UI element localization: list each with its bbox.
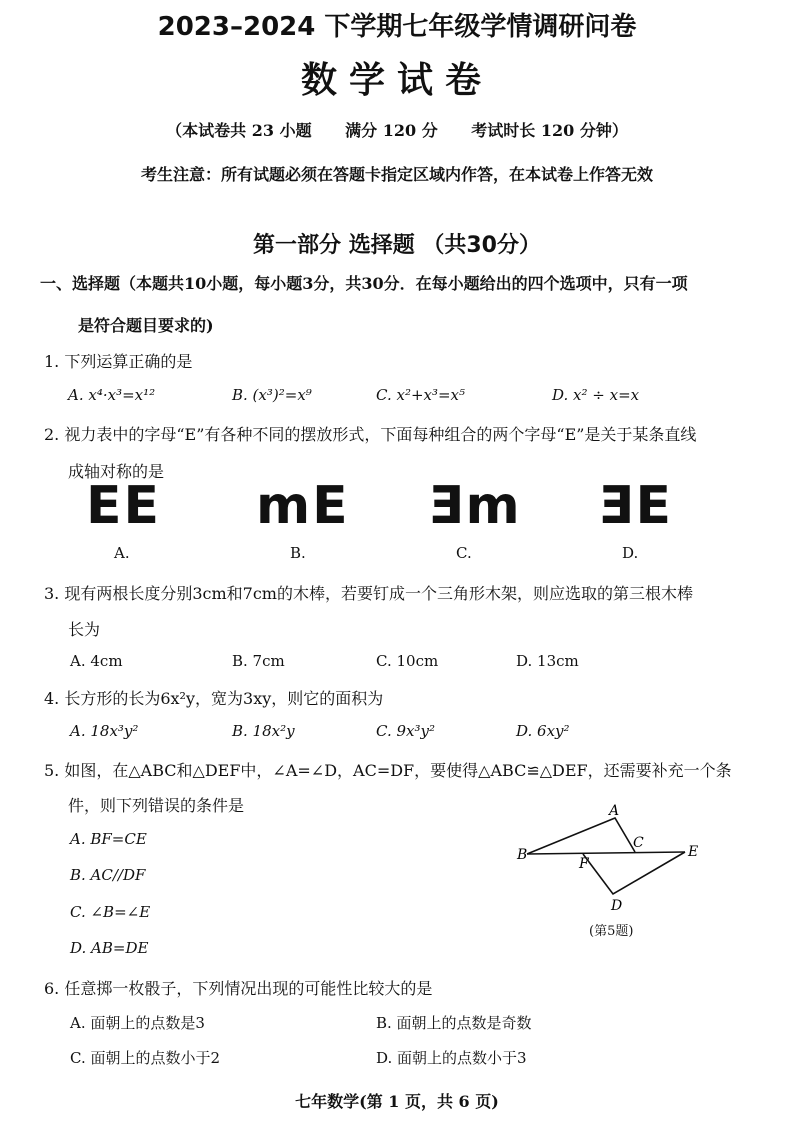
q4-option-a: A. 18x³y² [70, 722, 139, 740]
q4-option-b: B. 18x²y [232, 722, 295, 740]
q5-option-c: C. ∠B=∠E [70, 903, 151, 921]
section-instructions-line2: 是符合题目要求的) [78, 316, 214, 335]
q3-option-d: D. 13cm [516, 652, 579, 670]
part-title: 第一部分 选择题 （共30分） [253, 233, 541, 258]
triangle-def-edges [583, 852, 685, 894]
q1-stem: 1. 下列运算正确的是 [44, 352, 193, 371]
q1-option-d: D. x² ÷ x=x [552, 386, 640, 404]
q2-label-b: B. [290, 544, 306, 562]
q5-option-a: A. BF=CE [70, 830, 147, 848]
q6-option-d: D. 面朝上的点数小于3 [376, 1049, 527, 1067]
q5-option-b: B. AC//DF [70, 866, 146, 884]
q2-label-c: C. [456, 544, 472, 562]
q5-stem-line2: 件，则下列错误的条件是 [68, 796, 245, 815]
q1-option-c: C. x²+x³=x⁵ [376, 386, 466, 404]
figure-label-c: C [633, 835, 644, 851]
q6-option-c: C. 面朝上的点数小于2 [70, 1049, 221, 1067]
figure-label-a: A [609, 803, 620, 819]
figure-label-d: D [611, 898, 623, 914]
q2-stem-line2: 成轴对称的是 [68, 462, 165, 481]
q4-option-d: D. 6xy² [516, 722, 570, 740]
q2-figure-d: ƎE [598, 476, 674, 536]
segment-be [527, 852, 685, 854]
meta-question-count: （本试卷共 23 小题 [166, 121, 312, 140]
q2-figure-b: mE [256, 476, 350, 536]
exam-notice: 考生注意：所有试题必须在答题卡指定区域内作答，在本试卷上作答无效 [140, 165, 653, 184]
q1-option-b: B. (x³)²=x⁹ [232, 386, 312, 404]
exam-meta [0, 118, 794, 141]
q3-stem-line2: 长为 [68, 620, 101, 639]
q6-option-b: B. 面朝上的点数是奇数 [376, 1014, 532, 1032]
q2-stem-line1: 2. 视力表中的字母“E”有各种不同的摆放形式，下面每种组合的两个字母“E”是关于某条直线 [44, 425, 697, 444]
q2-label-a: A. [114, 544, 130, 562]
q6-option-a: A. 面朝上的点数是3 [70, 1014, 205, 1032]
page-footer: 七年数学(第 1 页，共 6 页) [295, 1092, 499, 1111]
q2-figure-a: EE [86, 476, 162, 536]
q3-option-c: C. 10cm [376, 652, 439, 670]
q3-option-a: A. 4cm [70, 652, 123, 670]
triangle-abc-edges [527, 818, 635, 854]
q3-stem-line1: 3. 现有两根长度分别3cm和7cm的木棒，若要钉成一个三角形木架，则应选取的第三根木棒 [44, 584, 693, 603]
figure-label-b: B [517, 847, 528, 863]
q5-stem-line1: 5. 如图，在△ABC和△DEF中，∠A=∠D，AC=DF，要使得△ABC≌△DEF，还需要补充一个条 [44, 761, 732, 780]
figure-label-e: E [688, 844, 699, 860]
q2-figure-c: Ǝm [428, 476, 522, 536]
q1-option-a: A. x⁴·x³=x¹² [68, 386, 156, 404]
meta-full-score: 满分 120 分 [345, 121, 438, 140]
figure-label-f: F [579, 856, 589, 872]
subject-title: 数学试卷 [300, 59, 493, 101]
q5-figure-caption: (第5题) [589, 924, 634, 939]
section-instructions-line1: 一、选择题（本题共10小题，每小题3分，共30分．在每小题给出的四个选项中，只有一项 [40, 274, 688, 293]
meta-duration: 考试时长 120 分钟） [471, 121, 628, 140]
q3-option-b: B. 7cm [232, 652, 285, 670]
q4-option-c: C. 9x³y² [376, 722, 435, 740]
q4-stem: 4. 长方形的长为6x²y，宽为3xy，则它的面积为 [44, 689, 384, 708]
q2-label-d: D. [622, 544, 639, 562]
q5-option-d: D. AB=DE [70, 939, 149, 957]
exam-header-title: 2023–2024 下学期七年级学情调研问卷 [157, 12, 637, 42]
q6-stem: 6. 任意掷一枚骰子，下列情况出现的可能性比较大的是 [44, 979, 433, 998]
